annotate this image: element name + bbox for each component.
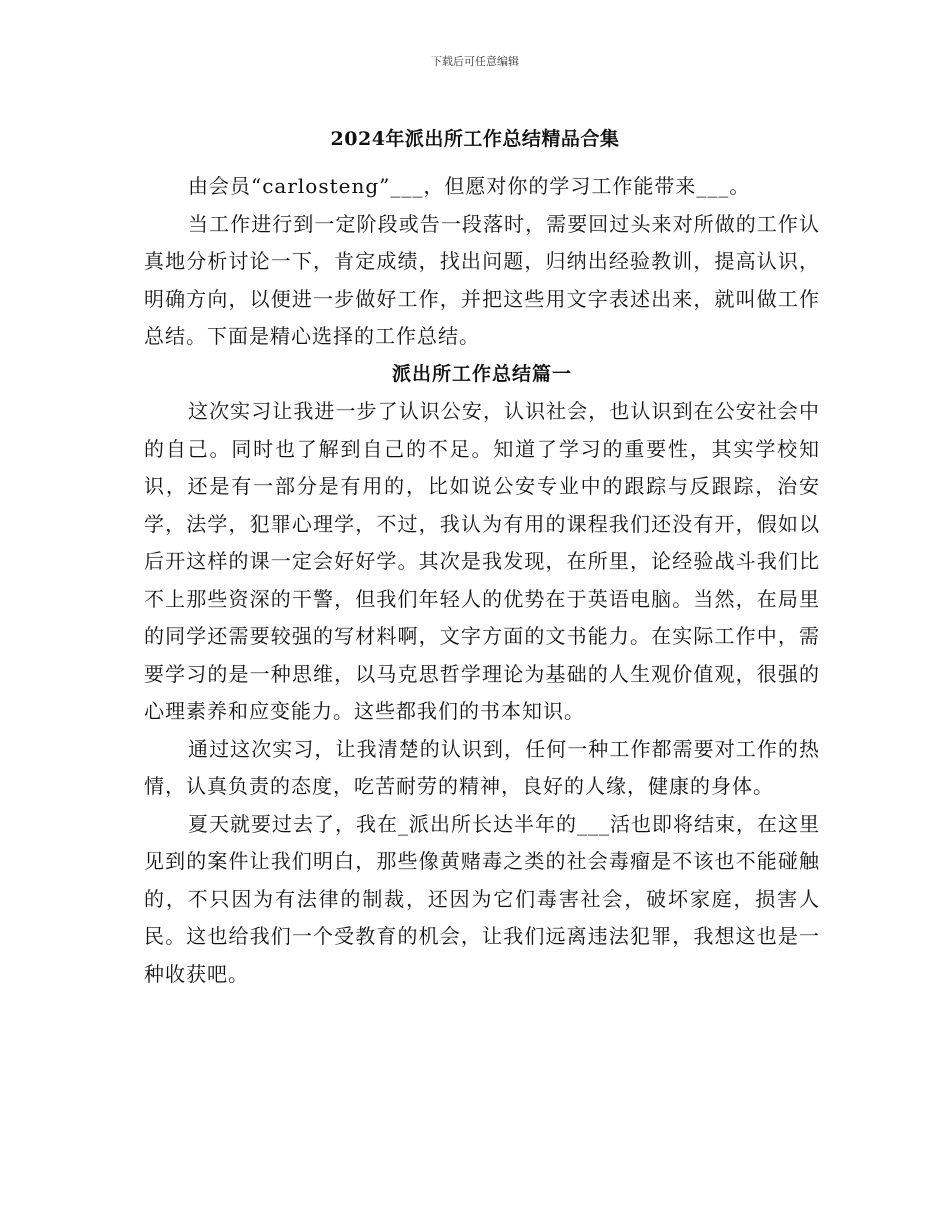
section-paragraph-1: 这次实习让我进一步了认识公安，认识社会，也认识到在公安社会中的自己。同时也了解到自己的不足。知道了学习的重要性，其实学校知识，还是有一部分是有用的，比如说公安专业中的跟踪与反跟踪，治安学，法学，犯罪心理学，不过，我认为有用的课程我们还没有开，假如以后开这样的课一定会好好学。其次是我发现，在所里，论经验战斗我们比不上那些资深的干警，但我们年轻人的优势在于英语电脑。当然，在局里的同学还需要较强的写材料啊，文字方面的文书能力。在实际工作中，需要学习的是一种思维，以马克思哲学理论为基础的人生观价值观，很强的心理素养和应变能力。这些都我们的书本知识。 <box>144 399 820 723</box>
document-title: 2024年派出所工作总结精品合集 <box>330 128 620 150</box>
document-body <box>144 168 820 993</box>
section-paragraph-2: 通过这次实习，让我清楚的认识到，任何一种工作都需要对工作的热情，认真负责的态度，吃苦耐劳的精神，良好的人缘，健康的身体。 <box>144 736 820 798</box>
header-note: 下载后可任意编辑 <box>431 55 519 68</box>
intro-paragraph-2: 当工作进行到一定阶段或告一段落时，需要回过头来对所做的工作认真地分析讨论一下，肯定成绩，找出问题，归纳出经验教训，提高认识，明确方向，以便进一步做好工作，并把这些用文字表述出来，就叫做工作总结。下面是精心选择的工作总结。 <box>144 211 820 348</box>
section-paragraph-3: 夏天就要过去了，我在_派出所长达半年的___活也即将结束，在这里见到的案件让我们明白，那些像黄赌毒之类的社会毒瘤是不该也不能碰触的，不只因为有法律的制裁，还因为它们毒害社会，破坏家庭，损害人民。这也给我们一个受教育的机会，让我们远离违法犯罪，我想这也是一种收获吧。 <box>144 811 820 986</box>
section-heading: 派出所工作总结篇一 <box>391 362 572 385</box>
intro-paragraph-1: 由会员“carlosteng”___，但愿对你的学习工作能带来___。 <box>188 174 751 198</box>
